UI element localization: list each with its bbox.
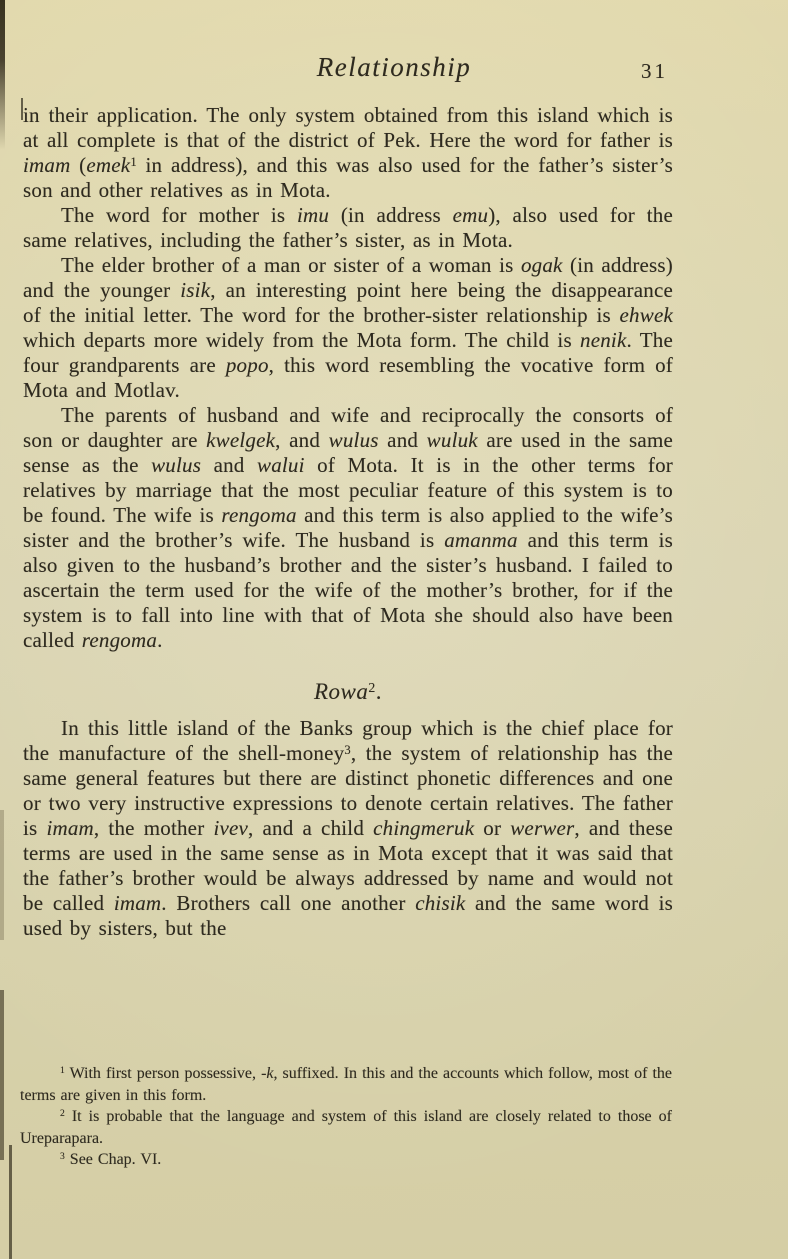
body-paragraph-4: The parents of husband and wife and reciprocally the consorts of son or daughter are kwelgek, and wulus and wuluk are used in the same sense as the wulus and walui of Mota. It is in the other terms for relatives by marriage that the most peculiar feature of this system is to be found. The wife is rengoma and this term is also applied to the wife’s sister and the brother’s wife. The husband is amanma and this term is also given to the husband’s brother and the sister’s husband. I failed to ascertain the term used for the wife of the mother’s brother, for if the system is to fall into line with that of Mota she should also have been called rengoma. bbox=[23, 403, 673, 652]
footnotes bbox=[20, 1063, 672, 1171]
scan-edge-mark bbox=[9, 1145, 12, 1259]
scan-edge-mark bbox=[0, 990, 4, 1160]
scan-edge-mark bbox=[0, 810, 4, 940]
footnote-3: $^3$ See Chap. VI. bbox=[60, 1151, 162, 1168]
body-paragraph-6: In this little island of the Banks group which is the chief place for the manufacture of the shell-money$^3$, the system of relationship has the same general features but there are distinct phonetic differences and one or two very instructive expressions to denote certain relatives. The father is imam, the mother ivev, and a child chingmeruk or werwer, and these terms are used in the same sense as in Mota except that it was said that the father’s brother would be always addressed by name and would not be called imam. Brothers call one another chisik and the same word is used by sisters, but the bbox=[23, 716, 674, 940]
page-body bbox=[23, 103, 673, 941]
page-header bbox=[0, 52, 788, 96]
body-paragraph-1: in their application. The only system obtained from this island which is at all complete is that of the district of Pek. Here the word for father is imam (emek$^1$ in address), and this was also used for the father’s sister’s son and other relatives as in Mota. bbox=[23, 103, 673, 202]
running-title: Relationship bbox=[316, 52, 472, 82]
page-number: 31 bbox=[641, 59, 668, 83]
section-heading: Rowa$^2$. bbox=[313, 679, 383, 704]
footnote-2: $^2$ It is probable that the language and system of this island are closely related to those of Ureparapara. bbox=[20, 1108, 673, 1147]
body-paragraph-3: The elder brother of a man or sister of a woman is ogak (in address) and the younger isik, an interesting point here being the disappearance of the initial letter. The word for the brother-sister relationship is ehwek which departs more widely from the Mota form. The child is nenik. The four grandparents are popo, this word resembling the vocative form of Mota and Motlav. bbox=[23, 253, 673, 402]
footnote-1: $^1$ With first person possessive, -k, suffixed. In this and the accounts which follow, most of the terms are given in this form. bbox=[20, 1065, 672, 1104]
body-paragraph-2: The word for mother is imu (in address emu), also used for the same relatives, including the father’s sister, as in Mota. bbox=[23, 203, 673, 252]
